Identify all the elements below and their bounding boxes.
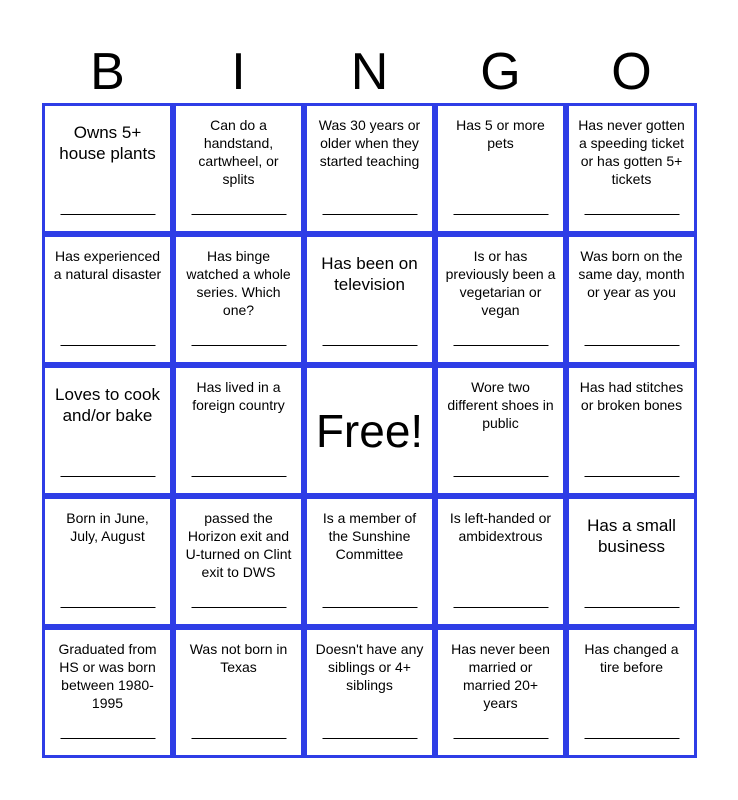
- header-letter-i: I: [231, 43, 246, 101]
- cell-prompt: Has a small business: [587, 516, 676, 556]
- header-letter-g: G: [480, 43, 521, 101]
- bingo-cell[interactable]: [438, 106, 563, 231]
- bingo-cell[interactable]: [45, 106, 170, 231]
- bingo-cell[interactable]: [307, 106, 432, 231]
- bingo-cell[interactable]: [569, 630, 694, 755]
- cell-prompt: Has 5 or more pets: [456, 117, 545, 151]
- cell-prompt: Can do a handstand, cartwheel, or splits: [198, 117, 279, 187]
- bingo-cell[interactable]: [176, 106, 301, 231]
- cell-prompt: Is left-handed or ambidextrous: [449, 510, 552, 544]
- bingo-cell[interactable]: [569, 499, 694, 624]
- header-letter-b: B: [90, 43, 125, 101]
- bingo-cell[interactable]: [569, 368, 694, 493]
- signature-line[interactable]: [60, 607, 155, 608]
- signature-line[interactable]: [584, 345, 679, 346]
- cell-prompt: Has never been married or married 20+ years: [451, 641, 550, 711]
- signature-line[interactable]: [453, 738, 548, 739]
- cell-prompt: Has had stitches or broken bones: [579, 379, 684, 413]
- bingo-cell[interactable]: [45, 237, 170, 362]
- bingo-cell[interactable]: [45, 499, 170, 624]
- cell-prompt: Has experienced a natural disaster: [53, 248, 162, 282]
- signature-line[interactable]: [191, 738, 286, 739]
- bingo-cell[interactable]: [176, 237, 301, 362]
- header-letter-n: N: [350, 43, 389, 101]
- signature-line[interactable]: [60, 738, 155, 739]
- bingo-cell[interactable]: [176, 499, 301, 624]
- signature-line[interactable]: [584, 214, 679, 215]
- bingo-cell[interactable]: [569, 237, 694, 362]
- bingo-cell[interactable]: [307, 237, 432, 362]
- signature-line[interactable]: [453, 476, 548, 477]
- cell-prompt: Wore two different shoes in public: [447, 379, 554, 431]
- signature-line[interactable]: [322, 738, 417, 739]
- cell-prompt: Has lived in a foreign country: [192, 379, 285, 413]
- signature-line[interactable]: [584, 738, 679, 739]
- signature-line[interactable]: [453, 607, 548, 608]
- signature-line[interactable]: [191, 345, 286, 346]
- signature-line[interactable]: [191, 214, 286, 215]
- cell-prompt: Doesn't have any siblings or 4+ siblings: [315, 641, 424, 693]
- cell-prompt: Was born on the same day, month or year as you: [578, 248, 685, 300]
- cell-prompt: Is or has previously been a vegetarian or vegan: [445, 248, 556, 318]
- bingo-cell[interactable]: [438, 499, 563, 624]
- cell-prompt: Has been on television: [321, 254, 418, 294]
- cell-prompt: Has binge watched a whole series. Which one?: [186, 248, 291, 318]
- bingo-cell[interactable]: [176, 368, 301, 493]
- free-space-cell[interactable]: [307, 368, 432, 493]
- signature-line[interactable]: [584, 476, 679, 477]
- cell-prompt: Is a member of the Sunshine Committee: [322, 510, 417, 562]
- signature-line[interactable]: [322, 607, 417, 608]
- bingo-cell[interactable]: [45, 630, 170, 755]
- signature-line[interactable]: [191, 607, 286, 608]
- bingo-header: [42, 40, 697, 104]
- signature-line[interactable]: [60, 476, 155, 477]
- bingo-cell[interactable]: [45, 368, 170, 493]
- free-space-label: Free!: [315, 404, 424, 457]
- header-letter-o: O: [611, 43, 652, 101]
- cell-prompt: Has never gotten a speeding ticket or has gotten 5+ tickets: [578, 117, 685, 187]
- bingo-cell[interactable]: [438, 630, 563, 755]
- cell-prompt: Has changed a tire before: [584, 641, 679, 675]
- bingo-cell[interactable]: [307, 630, 432, 755]
- bingo-cell[interactable]: [307, 499, 432, 624]
- cell-prompt: Was not born in Texas: [189, 641, 288, 675]
- signature-line[interactable]: [322, 214, 417, 215]
- bingo-cell[interactable]: [569, 106, 694, 231]
- cell-prompt: passed the Horizon exit and U-turned on Clint exit to DWS: [185, 510, 292, 580]
- signature-line[interactable]: [584, 607, 679, 608]
- cell-prompt: Graduated from HS or was born between 1980-1995: [58, 641, 157, 711]
- bingo-cell[interactable]: [438, 237, 563, 362]
- bingo-board: [42, 103, 697, 758]
- cell-prompt: Was 30 years or older when they started teaching: [318, 117, 421, 169]
- cell-prompt: Born in June, July, August: [66, 510, 149, 544]
- signature-line[interactable]: [60, 214, 155, 215]
- cell-prompt: Owns 5+ house plants: [59, 123, 156, 163]
- signature-line[interactable]: [191, 476, 286, 477]
- signature-line[interactable]: [453, 345, 548, 346]
- bingo-cell[interactable]: [176, 630, 301, 755]
- signature-line[interactable]: [322, 345, 417, 346]
- signature-line[interactable]: [60, 345, 155, 346]
- cell-prompt: Loves to cook and/or bake: [55, 385, 160, 425]
- signature-line[interactable]: [453, 214, 548, 215]
- bingo-cell[interactable]: [438, 368, 563, 493]
